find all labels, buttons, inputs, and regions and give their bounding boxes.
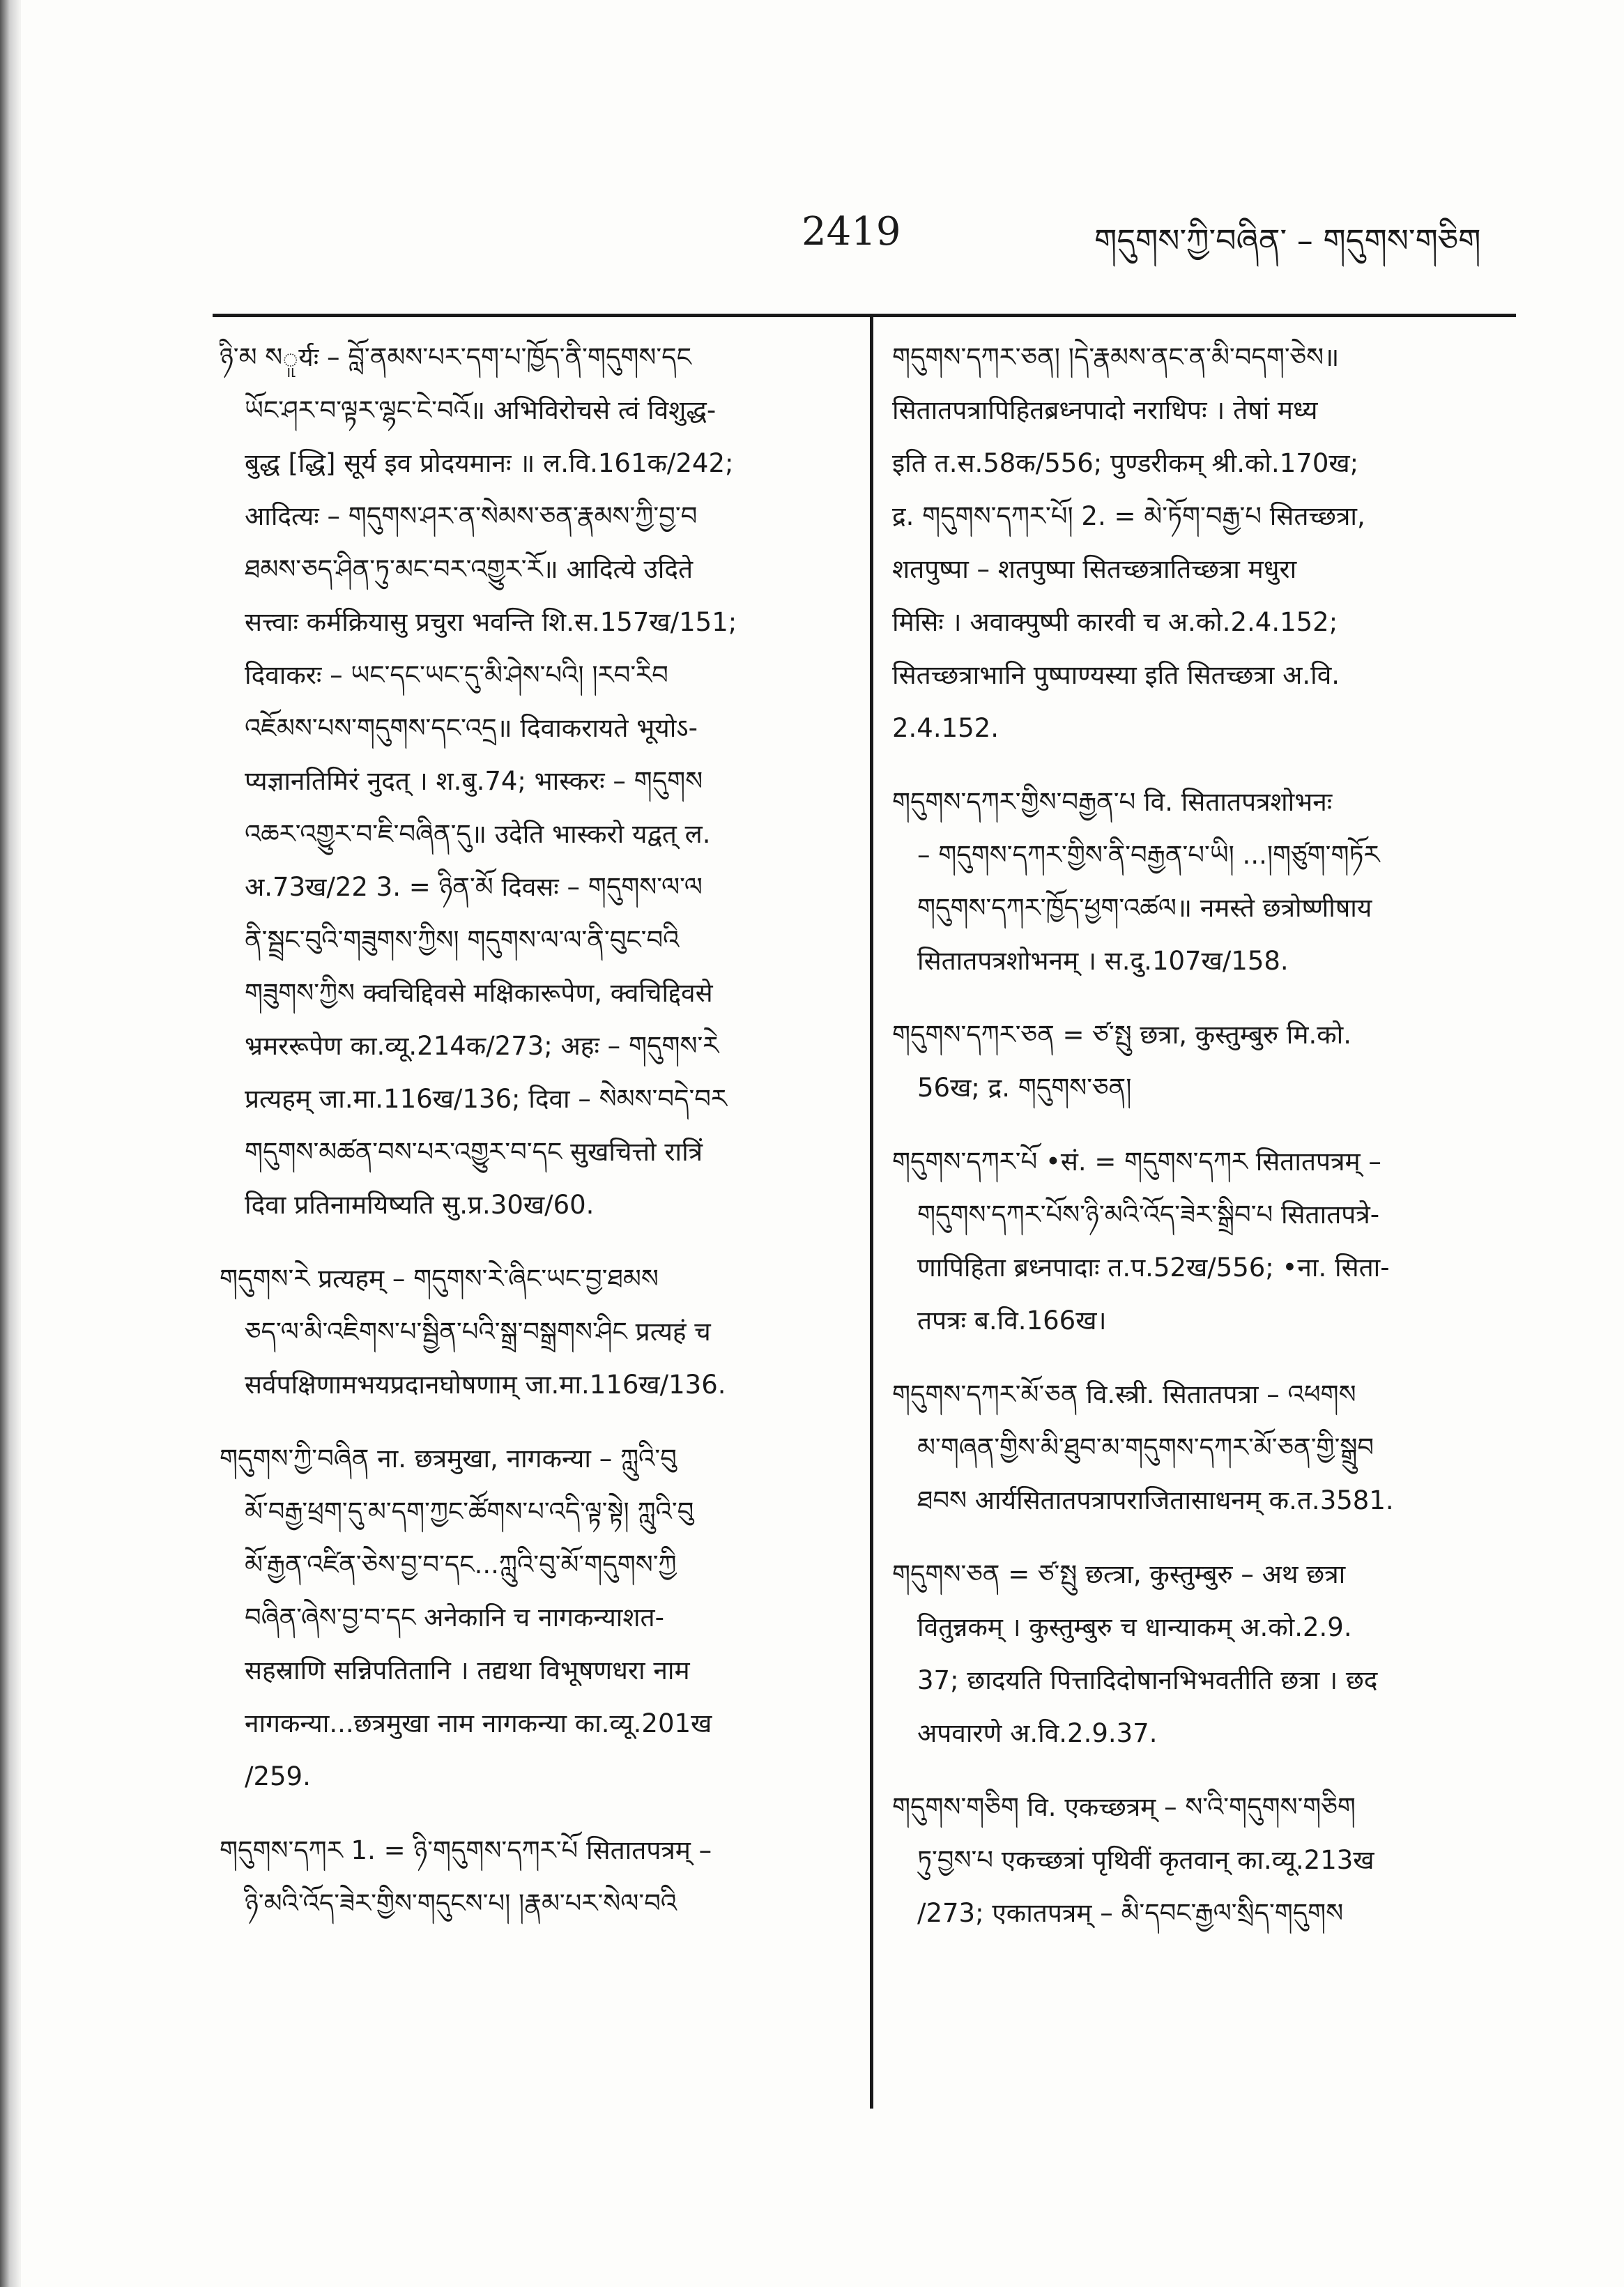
entry-line: གདུགས་མཚན་བས་པར་འགྱུར་བ་དང सुखचित्तो रात्रिं — [245, 1137, 703, 1167]
entry-line: 56ख; द्र. གདུགས་ཅན། — [917, 1073, 1132, 1103]
dictionary-entry — [892, 776, 1547, 988]
entry-line: इति त.स.58क/556; पुण्डरीकम् श्री.को.170ख; — [892, 448, 1359, 478]
entry-line: अ.73ख/22 3. = ཉིན་མོ दिवसः – གདུགས་ལ་ལ — [245, 872, 703, 902]
header-rule — [213, 314, 1516, 317]
entry-line: གདུགས་གཅིག वि. एकच्छत्रम् – ས་འི་གདུགས་གཅིག — [892, 1792, 1356, 1822]
dictionary-entry — [220, 1824, 875, 1930]
running-head: གདུགས་ཀྱི་བཞིན་ – གདུགས་གཅིག — [1094, 222, 1481, 259]
right-column — [892, 331, 1547, 1961]
entry-line: ཐབས आर्यसितातपत्रापराजितासाधनम् क.त.3581. — [917, 1485, 1394, 1515]
entry-line: वितुन्नकम् । कुस्तुम्बुरु च धान्याकम् अ.को.2.9. — [917, 1612, 1352, 1642]
entry-line: འཆར་འགྱུར་བ་ཇི་བཞིན་དུ॥ उदेति भास्करो यद्वत् ल. — [245, 819, 711, 849]
entry-line: གདུགས་ཅན = ཙ་སྤུ छत्त्रा, कुस्तुम्बुरु – अथ छत्रा — [892, 1559, 1346, 1589]
dictionary-entry — [892, 1548, 1547, 1760]
entry-line: नागकन्या...छत्रमुखा नाम नागकन्या का.व्यू.201ख — [245, 1708, 712, 1738]
entry-line: བཞིན་ཞེས་བྱ་བ་དང अनेकानि च नागकन्याशत- — [245, 1603, 664, 1632]
entry-line: सर्वपक्षिणामभयप्रदानघोषणाम् जा.मा.116ख/136. — [245, 1370, 726, 1400]
page-number: 2419 — [802, 209, 901, 254]
entry-line: གདུགས་དཀར་པོས་ཉི་མའི་འོད་ཟེར་སྒྲིབ་པ सितातपत्रे- — [917, 1200, 1380, 1230]
entry-line: གདུགས་དཀར 1. = ཉི་གདུགས་དཀར་པོ सितातपत्रम् – — [220, 1835, 712, 1865]
entry-line: दिवाकरः – ཡང་དང་ཡང་དུ་མི་ཤེས་པའི། །རབ་རིབ — [245, 660, 668, 690]
dictionary-entry — [892, 1009, 1547, 1115]
entry-line: भ्रमररूपेण का.व्यू.214क/273; अहः – གདུགས་རེ — [245, 1031, 719, 1061]
entry-line: མ་གཞན་གྱིས་མི་ཐུབ་མ་གདུགས་དཀར་མོ་ཅན་གྱི་སྒྲུབ — [917, 1432, 1374, 1462]
dictionary-entry — [892, 1368, 1547, 1527]
entry-line: शतपुष्पा – शतपुष्पा सितच्छत्रातिच्छत्रा मधुरा — [892, 554, 1297, 584]
dictionary-entry — [220, 1253, 875, 1412]
entry-line: ནི་སྦྲང་བུའི་གཟུགས་ཀྱིས། གདུགས་ལ་ལ་ནི་བུང་བའི — [245, 925, 680, 955]
entry-line: མོ་རྒྱན་འཛིན་ཅེས་བྱ་བ་དང...ཀླུའི་བུ་མོ་གདུགས་ཀྱི — [245, 1550, 677, 1580]
entry-line: प्यज्ञानतिमिरं नुदत् । श.बु.74; भास्करः – གདུགས — [245, 766, 703, 796]
entry-line: འཇོམས་པས་གདུགས་དང་འདྲ॥ दिवाकरायते भूयोऽ- — [245, 713, 698, 743]
entry-line: तपत्रः ब.वि.166ख। — [917, 1306, 1107, 1336]
entry-line: सहस्राणि सन्निपतितानि । तद्यथा विभूषणधरा नाम — [245, 1655, 690, 1685]
entry-line: 2.4.152. — [892, 713, 999, 743]
entry-line: मिसिः । अवाक्पुष्पी कारवी च अ.को.2.4.152; — [892, 607, 1338, 637]
entry-line: अपवारणे अ.वि.2.9.37. — [917, 1718, 1158, 1748]
entry-line: बुद्ध [द्धि] सूर्य इव प्रोदयमानः ॥ ल.वि.161क/242; — [245, 448, 734, 478]
entry-line: ཡོང་ཤར་བ་ལྟར་ལྷང་ངེ་བའོ॥ अभिविरोचसे त्वं विशुद्ध- — [245, 395, 717, 425]
entry-line: ཐམས་ཅད་ཤིན་ཏུ་མང་བར་འགྱུར་རོ॥ आदित्ये उदिते — [245, 554, 694, 584]
entry-line: 37; छादयति पित्तादिदोषानभिभवतीति छत्रा । छद — [917, 1665, 1378, 1695]
entry-line: གདུགས་རེ प्रत्यहम् – གདུགས་རེ་ཞིང་ཡང་བྱ་ཐམས — [220, 1264, 659, 1294]
dictionary-entry — [892, 1781, 1547, 1940]
entry-line: /273; एकातपत्रम् – མི་དབང་རྒྱལ་སྲིད་གདུགས — [917, 1898, 1344, 1928]
entry-line: द्र. གདུགས་དཀར་པོ། 2. = མེ་ཏོག་བརྒྱ་པ सितच्छत्रा, — [892, 501, 1365, 531]
entry-line: གདུགས་ཀྱི་བཞིན ना. छत्रमुखा, नागकन्या – ཀླུའི་བུ — [220, 1444, 677, 1474]
entry-line: /259. — [245, 1761, 311, 1791]
entry-line: གདུགས་དཀར་མོ་ཅན वि.स्त्री. सितातपत्रा – འཕགས — [892, 1379, 1356, 1409]
dictionary-entry — [220, 1432, 875, 1803]
entry-line: ཉི་མ སူर्यः – བློ་ནམས་པར་དག་པ་ཁྱོད་ནི་གདུགས་དང — [220, 342, 691, 372]
binding-edge — [0, 0, 21, 2287]
entry-line: གདུགས་དཀར་ཅན = ཙ་སྤུ छत्रा, कुस्तुम्बुरु मि.को. — [892, 1020, 1351, 1050]
entry-line: दिवा प्रतिनामयिष्यति सु.प्र.30ख/60. — [245, 1190, 595, 1220]
dictionary-entry — [220, 331, 875, 1232]
left-column — [220, 331, 875, 1951]
dictionary-entry — [892, 1135, 1547, 1347]
entry-line: གདུགས་དཀར་གྱིས་བརྒྱན་པ वि. सितातपत्रशोभनः — [892, 787, 1333, 817]
entry-line: णापिहिता ब्रध्नपादाः त.प.52ख/556; •ना. सिता- — [917, 1253, 1390, 1283]
entry-line: གདུགས་དཀར་ཁྱོད་ཕྱག་འཚལ॥ नमस्ते छत्रोष्णीषाय — [917, 893, 1372, 923]
entry-line: आदित्यः – གདུགས་ཤར་ན་སེམས་ཅན་རྣམས་ཀྱི་བྱ་བ — [245, 501, 698, 531]
entry-line: ཉི་མའི་འོད་ཟེར་གྱིས་གདུངས་པ། །རྣམ་པར་སེལ་བའི — [245, 1888, 677, 1918]
dictionary-entry — [892, 331, 1547, 755]
entry-line: ཅད་ལ་མི་འཇིགས་པ་སྦྱིན་པའི་སྒྲ་བསྒྲགས་ཤིང प्रत्यहं च — [245, 1317, 711, 1347]
entry-line: सितातपत्रशोभनम् । स.दु.107ख/158. — [917, 946, 1289, 976]
entry-line: सत्त्वाः कर्मक्रियासु प्रचुरा भवन्ति शि.स.157ख/151; — [245, 607, 737, 637]
entry-line: सितातपत्रापिहितब्रध्नपादो नराधिपः । तेषां मध्य — [892, 395, 1318, 425]
entry-line: གདུགས་དཀར་པོ •सं. = གདུགས་དཀར सितातपत्रम् – — [892, 1147, 1381, 1177]
entry-line: सितच्छत्राभानि पुष्पाण्यस्या इति सितच्छत्रा अ.वि. — [892, 660, 1340, 690]
entry-line: གཟུགས་ཀྱིས क्वचिद्दिवसे मक्षिकारूपेण, क्वचिद्दिवसे — [245, 978, 713, 1008]
entry-line: – གདུགས་དཀར་གྱིས་ནི་བརྒྱན་པ་ཡི། ...།གཙུག་གཏོར — [917, 840, 1380, 870]
entry-line: ཏུ་བྱས་པ एकच्छत्रां पृथिवीं कृतवान् का.व्यू.213ख — [917, 1845, 1374, 1875]
entry-line: མོ་བརྒྱ་ཕྲག་དུ་མ་དག་ཀྱང་ཚོགས་པ་འདི་ལྟ་སྟེ། ཀླུའི་བུ — [245, 1497, 694, 1527]
entry-line: གདུགས་དཀར་ཅན། །དེ་རྣམས་ནང་ན་མི་བདག་ཅེས॥ — [892, 342, 1340, 372]
entry-line: प्रत्यहम् जा.मा.116ख/136; दिवा – སེམས་བདེ་བར — [245, 1084, 728, 1114]
